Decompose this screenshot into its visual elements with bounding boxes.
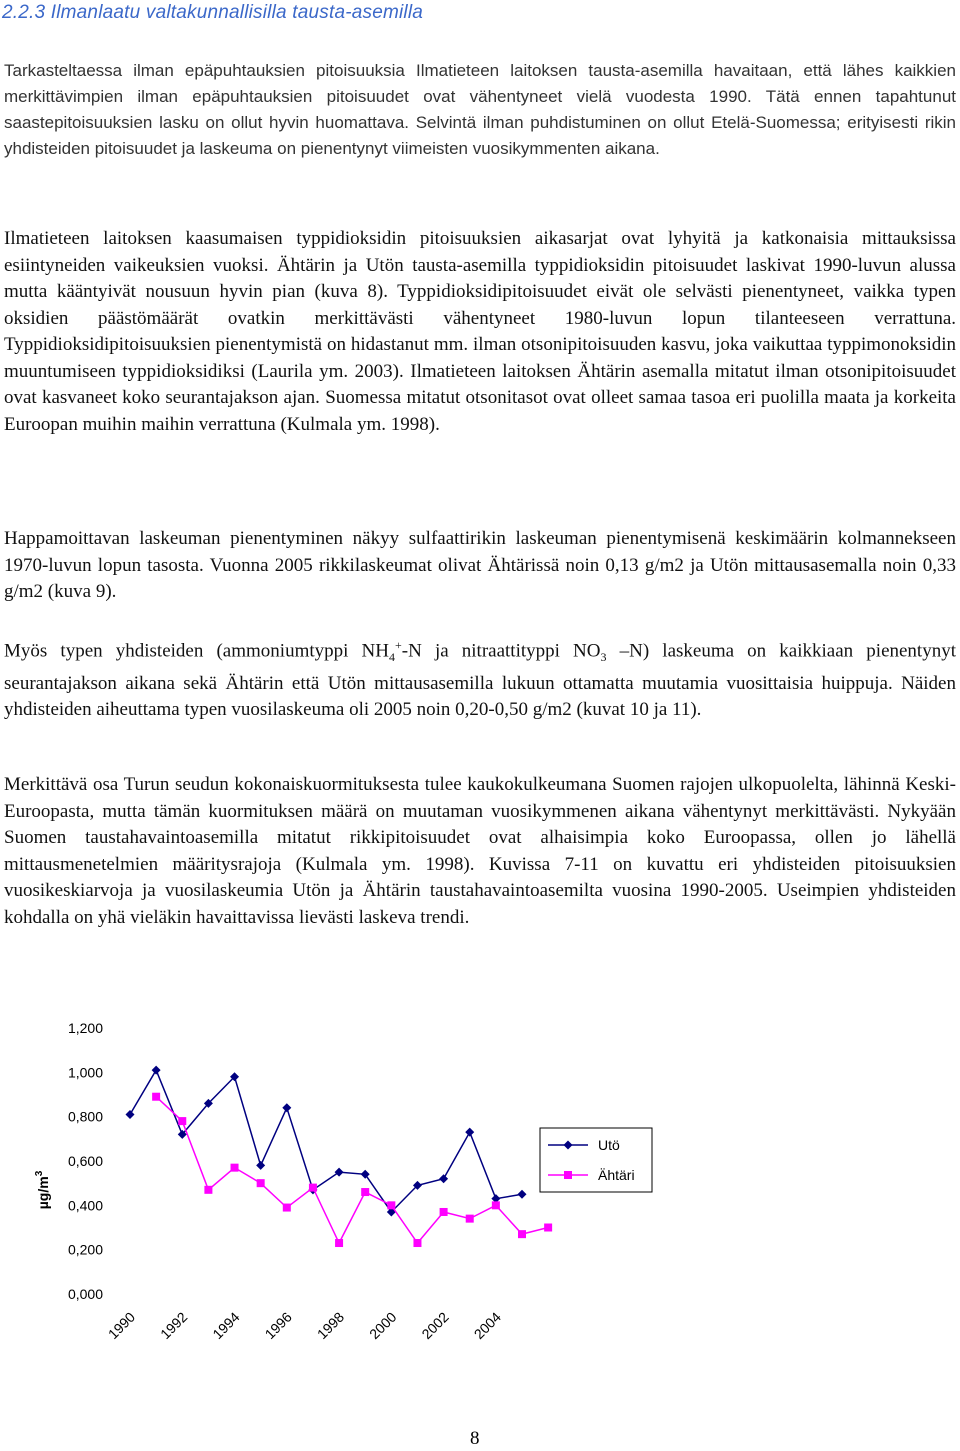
data-point — [439, 1174, 448, 1183]
data-point — [309, 1184, 317, 1192]
data-point — [256, 1161, 265, 1170]
data-point — [387, 1201, 395, 1209]
no2-chart-svg — [0, 1000, 960, 1380]
p4-text-2: -N ja nitraattityppi NO — [401, 640, 601, 662]
data-point — [178, 1117, 186, 1125]
data-point — [544, 1224, 552, 1232]
section-heading: 2.2.3 Ilmanlaatu valtakunnallisilla tausta-asemilla — [2, 2, 424, 23]
x-tick-label: 1994 — [209, 1308, 243, 1343]
data-point — [257, 1179, 265, 1187]
x-tick-label: 1990 — [104, 1308, 139, 1343]
legend-marker — [564, 1171, 572, 1179]
data-point — [518, 1190, 527, 1199]
y-tick-label: 0,400 — [67, 1197, 103, 1214]
x-tick-label: 2000 — [366, 1308, 400, 1343]
y-axis-label-text: µg/m — [35, 1176, 51, 1210]
p4-text-3: –N) laskeuma on kaikkiaan pienentynyt seurantajakson aikana sekä Ähtärin että Utön mittausasemilla lukuun ottamatta muutamia vuosittaisia huippuja. Näiden yhdisteiden aiheuttama typen vuosilaskeuma oli 2005 noin 0,20-0,50 g/m2 (kuvat 10 ja 11). — [4, 640, 956, 721]
data-point — [152, 1066, 161, 1075]
p4-sub-1: 4 — [388, 650, 395, 665]
data-point — [283, 1204, 291, 1212]
y-axis-label-sup: 3 — [34, 1170, 45, 1177]
x-tick-label: 2004 — [470, 1308, 504, 1343]
paragraph-5: Merkittävä osa Turun seudun kokonaiskuormituksesta tulee kaukokulkeumana Suomen rajojen ulkopuolelta, lähinnä Keski-Euroopasta, mutta tämän kuormituksen määrä on muutaman vuosikymmenen aikana vähentynyt merkittävästi. Nykyään Suomen taustahavaintoasemilla mitatut rikkipitoisuudet ovat alhaisimpia koko Euroopassa, ollen jo lähellä mittausmenetelmien määritysrajoja (Kulmala ym. 1998). Kuvissa 7-11 on kuvattu eri yhdisteiden pitoisuuksien vuosikeskiarvoja ja vuosilaskeumia Utön ja Ähtärin taustahavaintoasemilta vuosina 1990-2005. Useimpien yhdisteiden kohdalla on yhä vieläkin havaittavissa lievästi laskeva trendi. — [4, 774, 956, 928]
data-point — [126, 1110, 135, 1119]
p4-sub-2: 3 — [600, 650, 607, 665]
data-point — [152, 1093, 160, 1101]
y-tick-label: 0,600 — [67, 1153, 103, 1169]
data-point — [440, 1208, 448, 1216]
y-tick-label: 0,800 — [67, 1108, 103, 1125]
y-axis-label — [34, 1170, 51, 1209]
x-tick-label: 1998 — [313, 1308, 348, 1343]
p4-text-1: Myös typen yhdisteiden (ammoniumtyppi NH — [4, 640, 389, 662]
paragraph-4 — [4, 632, 956, 724]
x-tick-label: 2002 — [418, 1308, 452, 1343]
data-point — [282, 1103, 291, 1112]
series-line-uto — [130, 1070, 522, 1212]
y-tick-label: 0,200 — [67, 1241, 103, 1258]
legend-label: Ähtäri — [598, 1167, 635, 1183]
p4-sup-1: + — [394, 638, 402, 652]
data-point — [231, 1164, 239, 1172]
data-point — [518, 1230, 526, 1238]
data-point — [465, 1128, 474, 1137]
y-tick-label: 0,000 — [67, 1286, 103, 1302]
y-tick-label: 1,200 — [67, 1020, 103, 1036]
data-point — [335, 1168, 344, 1177]
legend-marker — [564, 1141, 573, 1150]
page-number: 8 — [470, 1428, 480, 1449]
x-tick-label: 1992 — [157, 1308, 191, 1343]
data-point — [204, 1186, 212, 1194]
no2-chart — [0, 1000, 960, 1380]
data-point — [361, 1188, 369, 1196]
paragraph-1: Tarkasteltaessa ilman epäpuhtauksien pitoisuuksia Ilmatieteen laitoksen tausta-asemilla havaitaan, että lähes kaikkien merkittävimpien ilman epäpuhtauksien pitoisuudet ovat vähentyneet vielä vuodesta 1990. Tätä ennen tapahtunut saastepitoisuuksien lasku on ollut hyvin huomattava. Selvintä ilman puhdistuminen on ollut Etelä-Suomessa; erityisesti rikin yhdisteiden pitoisuudet ja laskeuma on pienentynyt viimeisten vuosikymmenten aikana. — [4, 61, 956, 158]
data-point — [413, 1239, 421, 1247]
x-tick-label: 1996 — [261, 1308, 295, 1343]
data-point — [466, 1215, 474, 1223]
paragraph-3: Happamoittavan laskeuman pienentyminen näkyy sulfaattirikin laskeuman pienentymisenä keskimäärin kolmannekseen 1970-luvun lopun tasosta. Vuonna 2005 rikkilaskeumat olivat Ähtärissä noin 0,13 g/m2 ja Utön mittausasemalla noin 0,33 g/m2 (kuva 9). — [4, 528, 956, 602]
data-point — [492, 1201, 500, 1209]
y-tick-label: 1,000 — [67, 1064, 103, 1081]
data-point — [361, 1170, 370, 1179]
paragraph-2: Ilmatieteen laitoksen kaasumaisen typpidioksidin pitoisuuksien aikasarjat ovat lyhyitä ja katkonaisia mittauksissa esiintyneiden vaikeuksien vuoksi. Ähtärin ja Utön tausta-asemilla typpidioksidin pitoisuudet laskivat 1990-luvun alussa mutta kääntyivät nousuun hyvin pian (kuva 8). Typpidioksidipitoisuudet eivät ole selvästi pienentyneet, vaikka typen oksidien päästömäärät ovatkin merkittävästi vähentyneet 1980-luvun lopun tilanteeseen verrattuna. Typpidioksidipitoisuuksien pienentymistä on hidastanut mm. ilman otsonipitoisuuden kasvu, joka vaikuttaa typpimonoksidin muuntumiseen typpidioksidiksi (Laurila ym. 2003). Ilmatieteen laitoksen Ähtärin asemalla mitatut ilman otsonipitoisuudet ovat kasvaneet koko seurantajakson ajan. Suomessa mitatut otsonitasot ovat olleet samaa tasoa eri puolilla maata ja korkeita Euroopan muihin maihin verrattuna (Kulmala ym. 1998). — [4, 228, 956, 435]
data-point — [335, 1239, 343, 1247]
series-line-ahtari — [156, 1097, 548, 1243]
legend-box — [540, 1128, 652, 1192]
legend-label: Utö — [598, 1137, 620, 1153]
